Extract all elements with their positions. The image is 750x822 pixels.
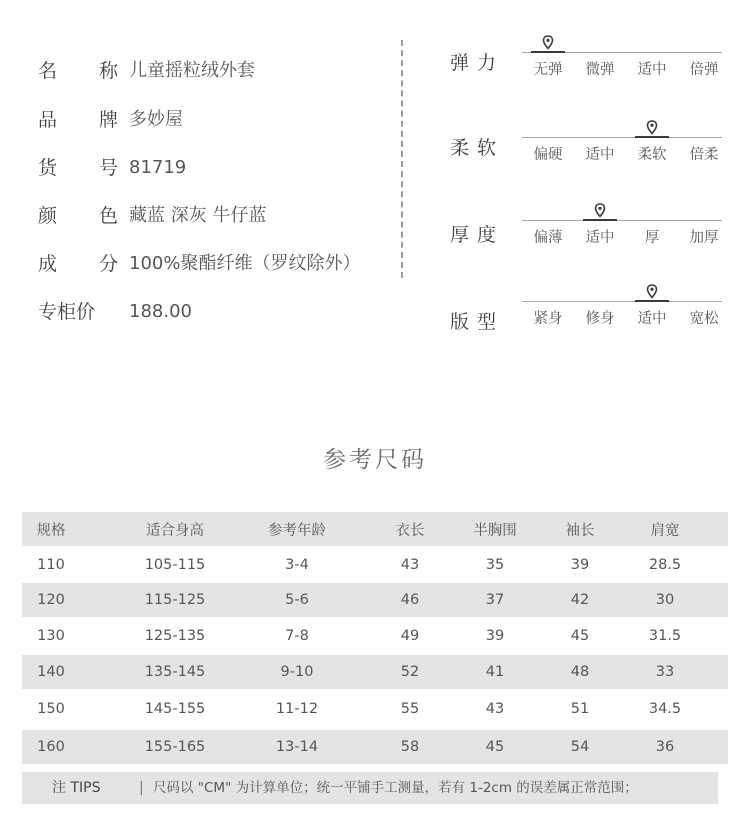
table-cell: 39 xyxy=(570,556,590,573)
info-label: 品 牌 xyxy=(38,109,137,131)
table-cell: 54 xyxy=(570,739,590,755)
table-cell: 115-125 xyxy=(144,592,206,608)
table-cell: 58 xyxy=(400,739,420,755)
tips-text: 尺码以 "CM" 为计算单位；统一平铺手工测量，若有 1-2cm 的误差属正常范围； xyxy=(153,780,638,796)
scale-marker xyxy=(531,37,565,53)
info-value: 儿童摇粒绒外套 xyxy=(129,60,255,81)
scale-option: 宽松 xyxy=(689,311,719,327)
info-value: 100%聚酯纤维（罗纹除外） xyxy=(129,253,361,274)
table-cell: 34.5 xyxy=(648,700,682,717)
marker-bar xyxy=(583,219,617,221)
table-cell: 150 xyxy=(37,700,65,717)
table-cell: 55 xyxy=(400,700,420,717)
table-cell: 41 xyxy=(485,664,505,680)
tips-label: 注 TIPS xyxy=(52,780,101,796)
info-value: 藏蓝 深灰 牛仔蓝 xyxy=(129,205,267,226)
table-header-cell: 参考年龄 xyxy=(268,522,326,539)
scale-option: 倍弹 xyxy=(689,62,719,78)
scale-option: 偏薄 xyxy=(533,230,563,246)
scale-marker xyxy=(583,205,617,221)
table-cell: 30 xyxy=(655,592,675,608)
table-cell: 39 xyxy=(485,628,505,644)
attribute-thickness xyxy=(450,206,730,246)
table-cell: 33 xyxy=(655,664,675,680)
table-cell: 5-6 xyxy=(285,592,309,608)
table-row xyxy=(22,730,728,764)
scale-option: 适中 xyxy=(585,230,615,246)
tips-bar xyxy=(22,772,718,804)
info-label: 名 称 xyxy=(38,60,137,82)
scale-option: 无弹 xyxy=(533,62,563,78)
table-cell: 160 xyxy=(37,739,65,755)
info-value: 多妙屋 xyxy=(129,109,183,130)
table-cell: 43 xyxy=(400,556,420,573)
scale-option: 适中 xyxy=(585,147,615,163)
table-row xyxy=(22,689,728,728)
scale-option: 微弹 xyxy=(585,62,615,78)
scale-option: 厚 xyxy=(644,230,660,246)
table-cell: 3-4 xyxy=(285,556,309,573)
attribute-name: 弹力 xyxy=(450,52,505,74)
scale-options xyxy=(522,143,730,164)
info-label: 专柜价 xyxy=(38,301,96,323)
table-header-row xyxy=(22,512,728,546)
attribute-softness xyxy=(450,123,730,163)
size-table xyxy=(22,512,728,764)
table-cell: 45 xyxy=(485,739,505,755)
table-header-cell: 规格 xyxy=(36,522,66,539)
table-cell: 45 xyxy=(570,628,590,644)
location-pin-icon xyxy=(594,203,606,218)
scale-option: 偏硬 xyxy=(533,147,563,163)
size-chart-title: 参考尺码 xyxy=(323,447,427,473)
table-cell: 155-165 xyxy=(144,739,206,755)
scale-marker xyxy=(635,122,669,138)
scale-option: 适中 xyxy=(637,311,667,327)
tips-separator: | xyxy=(139,780,144,796)
info-label: 成 分 xyxy=(38,253,137,275)
table-cell: 28.5 xyxy=(648,556,682,573)
table-cell: 7-8 xyxy=(285,628,309,644)
table-cell: 52 xyxy=(400,664,420,680)
table-row xyxy=(22,655,728,689)
table-cell: 35 xyxy=(485,556,505,573)
scale-option: 加厚 xyxy=(689,230,719,246)
table-cell: 110 xyxy=(37,556,65,573)
table-cell: 37 xyxy=(485,592,505,608)
table-cell: 42 xyxy=(570,592,590,608)
marker-bar xyxy=(635,136,669,138)
table-cell: 9-10 xyxy=(280,664,314,680)
info-value: 188.00 xyxy=(129,301,192,322)
location-pin-icon xyxy=(646,120,658,135)
table-cell: 145-155 xyxy=(144,700,206,717)
table-cell: 120 xyxy=(37,592,65,608)
table-row xyxy=(22,546,728,583)
location-pin-icon xyxy=(646,284,658,299)
dashed-divider xyxy=(401,40,403,278)
scale-line xyxy=(522,220,722,221)
table-cell: 125-135 xyxy=(144,628,206,644)
scale-option: 紧身 xyxy=(533,311,563,327)
location-pin-icon xyxy=(542,35,554,50)
table-cell: 31.5 xyxy=(648,628,682,644)
table-cell: 105-115 xyxy=(144,556,206,573)
table-header-cell: 半胸围 xyxy=(473,522,517,539)
table-cell: 49 xyxy=(400,628,420,644)
table-cell: 48 xyxy=(570,664,590,680)
attribute-name: 版型 xyxy=(450,311,505,333)
table-header-cell: 适合身高 xyxy=(146,522,204,539)
table-cell: 140 xyxy=(37,664,65,680)
scale-options xyxy=(522,307,730,328)
attribute-name: 厚度 xyxy=(450,224,505,246)
scale-option: 修身 xyxy=(585,311,615,327)
marker-bar xyxy=(531,51,565,53)
table-cell: 46 xyxy=(400,592,420,608)
scale-marker xyxy=(635,286,669,302)
table-cell: 36 xyxy=(655,739,675,755)
attribute-name: 柔软 xyxy=(450,137,505,159)
info-label: 颜 色 xyxy=(38,205,137,227)
table-cell: 11-12 xyxy=(275,700,319,717)
table-header-cell: 肩宽 xyxy=(650,522,680,539)
table-row xyxy=(22,617,728,655)
table-row xyxy=(22,583,728,617)
marker-bar xyxy=(635,300,669,302)
table-cell: 130 xyxy=(37,628,65,644)
attribute-fit xyxy=(450,287,730,333)
table-header-cell: 衣长 xyxy=(395,522,425,539)
scale-line xyxy=(522,301,722,302)
table-cell: 135-145 xyxy=(144,664,206,680)
table-cell: 51 xyxy=(570,700,590,717)
scale-options xyxy=(522,226,730,247)
table-cell: 43 xyxy=(485,700,505,717)
scale-options xyxy=(522,58,730,79)
info-value: 81719 xyxy=(129,157,187,178)
attribute-elasticity xyxy=(450,38,730,78)
info-label: 货 号 xyxy=(38,157,137,179)
table-header-cell: 袖长 xyxy=(565,522,595,539)
scale-option: 适中 xyxy=(637,62,667,78)
table-cell: 13-14 xyxy=(275,739,319,755)
scale-option: 柔软 xyxy=(637,147,667,163)
scale-line xyxy=(522,137,722,138)
scale-option: 倍柔 xyxy=(689,147,719,163)
